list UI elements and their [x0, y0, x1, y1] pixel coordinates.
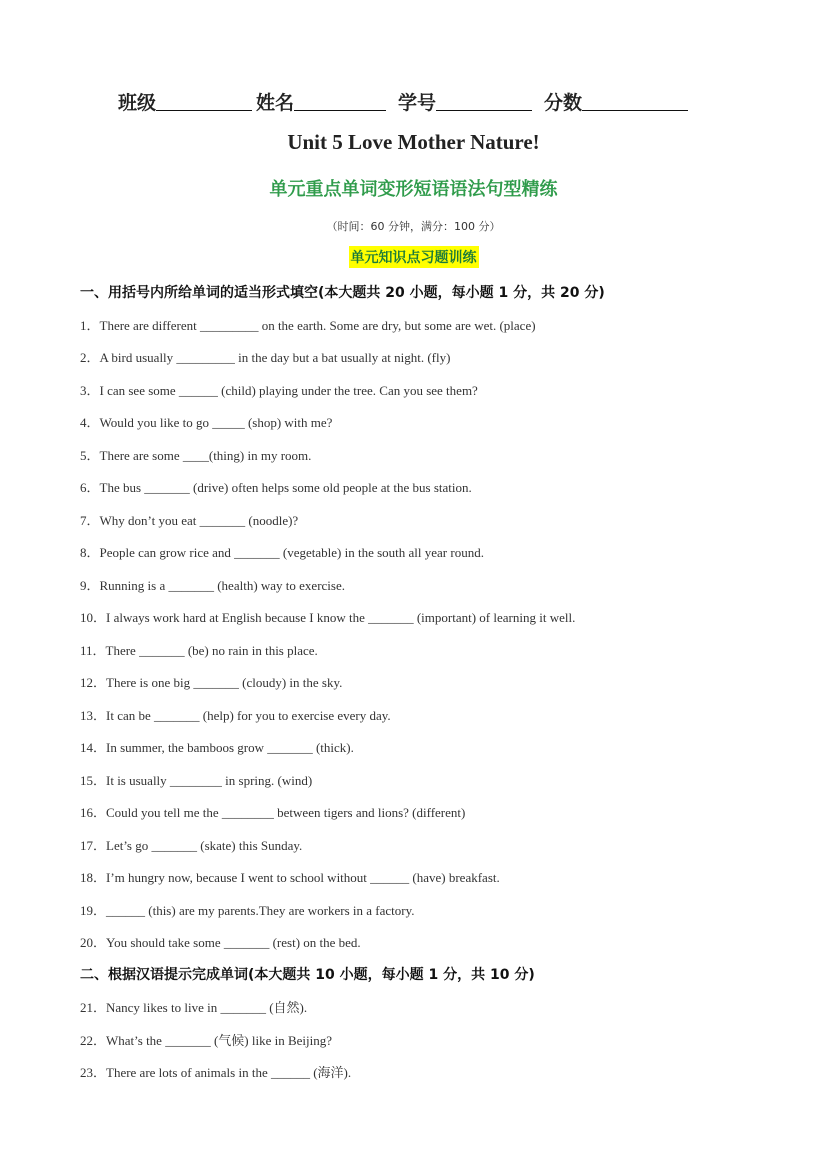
question-item: 20．You should take some _______ (rest) on the bed. — [80, 935, 361, 950]
question-item: 11．There _______ (be) no rain in this place. — [80, 643, 318, 658]
question-item: 5．There are some ____(thing) in my room. — [80, 448, 312, 463]
question-item: 2．A bird usually _________ in the day but a bat usually at night. (fly) — [80, 350, 451, 365]
question-item: 19．______ (this) are my parents.They are workers in a factory. — [80, 903, 415, 918]
question-item: 23．There are lots of animals in the ______ (海洋). — [80, 1065, 352, 1080]
question-item: 17．Let’s go _______ (skate) this Sunday. — [80, 838, 303, 853]
score-blank[interactable] — [582, 91, 688, 111]
question-item: 9．Running is a _______ (health) way to exercise. — [80, 578, 345, 593]
question-item: 1．There are different _________ on the earth. Some are dry, but some are wet. (place) — [80, 318, 536, 333]
question-item: 8．People can grow rice and _______ (vegetable) in the south all year round. — [80, 545, 484, 560]
question-item: 14．In summer, the bamboos grow _______ (thick). — [80, 740, 354, 755]
page-title: Unit 5 Love Mother Nature! — [287, 130, 540, 154]
class-label: 班级 — [118, 93, 157, 114]
question-item: 13．It can be _______ (help) for you to exercise every day. — [80, 708, 391, 723]
question-item: 3．I can see some ______ (child) playing under the tree. Can you see them? — [80, 383, 478, 398]
question-item: 10．I always work hard at English because I know the _______ (important) of learning it well. — [80, 610, 576, 625]
question-item: 7．Why don’t you eat _______ (noodle)? — [80, 513, 299, 528]
student-info-line — [118, 88, 738, 115]
section1-heading: 一、用括号内所给单词的适当形式填空(本大题共 20 小题，每小题 1 分，共 20 分) — [80, 285, 605, 301]
question-item: 12．There is one big _______ (cloudy) in the sky. — [80, 675, 343, 690]
question-item: 4．Would you like to go _____ (shop) with me? — [80, 415, 333, 430]
time-note: （时间：60 分钟，满分：100 分） — [326, 220, 501, 233]
page-subtitle: 单元重点单词变形短语语法句型精练 — [269, 179, 558, 200]
question-item: 16．Could you tell me the ________ between tigers and lions? (different) — [80, 805, 466, 820]
training-badge: 单元知识点习题训练 — [349, 246, 479, 268]
score-label: 分数 — [544, 93, 583, 114]
section2-heading: 二、根据汉语提示完成单词(本大题共 10 小题，每小题 1 分，共 10 分) — [80, 967, 535, 983]
question-item: 22．What’s the _______ (气候) like in Beijing? — [80, 1033, 333, 1048]
student-no-label: 学号 — [398, 93, 437, 114]
question-item: 18．I’m hungry now, because I went to school without ______ (have) breakfast. — [80, 870, 500, 885]
name-label: 姓名 — [256, 93, 295, 114]
question-item: 21．Nancy likes to live in _______ (自然). — [80, 1000, 308, 1015]
badge-container — [0, 246, 827, 268]
question-item: 6．The bus _______ (drive) often helps some old people at the bus station. — [80, 480, 472, 495]
class-blank[interactable] — [156, 91, 252, 111]
question-item: 15．It is usually ________ in spring. (wind) — [80, 773, 313, 788]
name-blank[interactable] — [294, 91, 386, 111]
student-no-blank[interactable] — [436, 91, 532, 111]
